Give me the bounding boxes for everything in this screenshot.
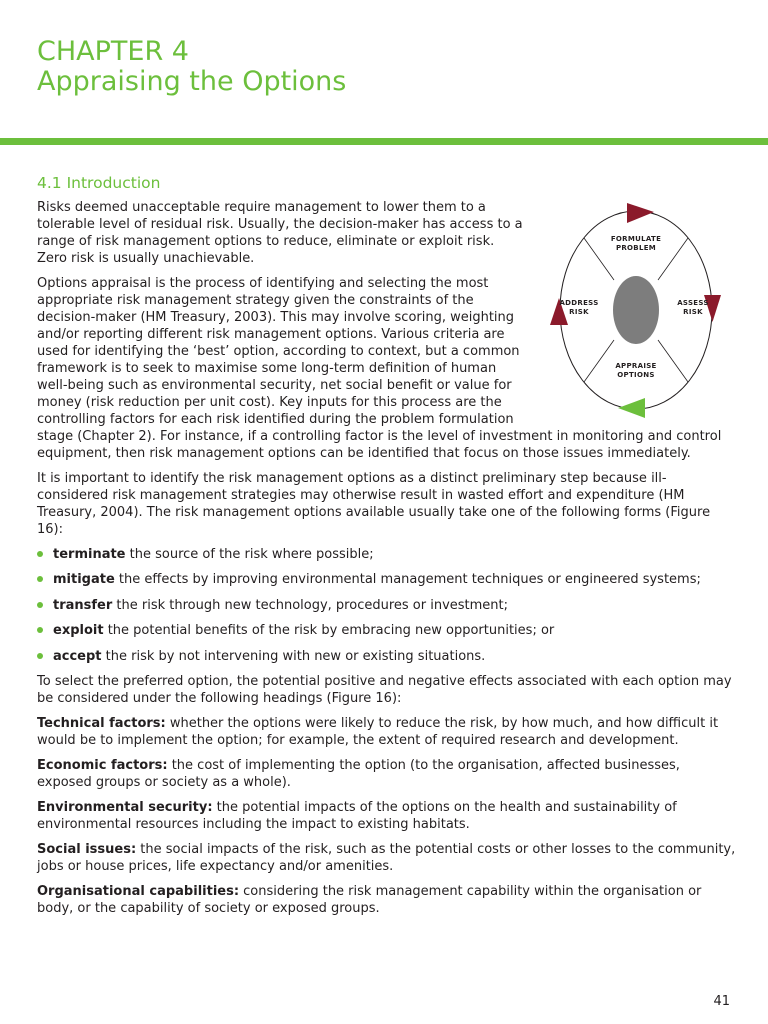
chapter-title: Appraising the Options — [37, 66, 347, 97]
body-text — [37, 199, 737, 925]
factor-term: Technical factors: — [37, 715, 166, 731]
paragraph-intro: Risks deemed unacceptable require management to lower them to a tolerable level of residual risk. Usually, the decision-maker has access to a range of risk management options to reduce, eliminate or exploit risk. Zero risk is usually unachievable. — [37, 200, 523, 266]
paragraph-select-option: To select the preferred option, the potential positive and negative effects associated with each option may be considered under the following headings (Figure 16): — [37, 673, 732, 706]
option-term: exploit — [53, 623, 104, 639]
factor-text: the social impacts of the risk, such as the potential costs or other losses to the community, jobs or house prices, life expectancy and/or amenities. — [37, 841, 736, 874]
bullet-icon — [37, 653, 43, 659]
bullet-icon — [37, 602, 43, 608]
risk-cycle-figure — [537, 199, 737, 419]
option-term: mitigate — [53, 572, 115, 588]
factor-text: considering the risk management capability within the organisation or body, or the capability of society or exposed groups. — [37, 883, 702, 916]
paragraph-identify-options: It is important to identify the risk management options as a distinct preliminary step because ill-considered risk management strategies may otherwise result in wasted effort and expenditure (HM Treasury, 2004). The risk management options available usually take one of the following forms (Figure 16): — [37, 471, 711, 537]
factor-term: Organisational capabilities: — [37, 883, 240, 899]
cycle-hub — [613, 276, 659, 344]
list-item — [37, 546, 737, 563]
section-heading: 4.1 Introduction — [37, 174, 161, 192]
list-item — [37, 597, 737, 614]
bullet-icon — [37, 627, 43, 633]
label-address-risk: ADDRESS RISK — [559, 299, 599, 316]
factor-social — [37, 841, 737, 875]
bullet-icon — [37, 576, 43, 582]
factor-text: whether the options were likely to reduce the risk, by how much, and how difficult it would be to implement the option; for example, the extent of required research and development. — [37, 715, 719, 748]
options-list — [37, 546, 737, 665]
option-text: the effects by improving environmental management techniques or engineered systems; — [114, 572, 701, 588]
label-formulate-problem: FORMULATE PROBLEM — [610, 235, 662, 252]
label-appraise-options: APPRAISE OPTIONS — [615, 362, 657, 379]
option-text: the potential benefits of the risk by embracing new opportunities; or — [103, 623, 555, 639]
factor-economic — [37, 757, 737, 791]
header-divider — [0, 138, 768, 145]
factor-environmental — [37, 799, 737, 833]
option-text: the risk through new technology, procedures or investment; — [112, 597, 509, 613]
list-item — [37, 648, 737, 665]
chapter-label: CHAPTER 4 — [37, 36, 189, 67]
factor-term: Social issues: — [37, 841, 137, 857]
option-term: terminate — [53, 547, 126, 562]
label-assess-risk: ASSESS RISK — [677, 299, 709, 316]
factor-term: Economic factors: — [37, 757, 168, 773]
factor-organisational — [37, 883, 737, 917]
list-item — [37, 622, 737, 639]
factor-text: the potential impacts of the options on the health and sustainability of environmental resources including the impact to existing habitats. — [37, 799, 677, 832]
option-text: the source of the risk where possible; — [125, 547, 374, 562]
option-term: transfer — [53, 597, 113, 613]
page-number: 41 — [713, 994, 730, 1009]
chapter-heading — [37, 37, 346, 97]
factor-term: Environmental security: — [37, 799, 213, 815]
option-text: the risk by not intervening with new or existing situations. — [101, 648, 486, 664]
list-item — [37, 571, 737, 588]
option-term: accept — [53, 648, 102, 664]
factor-technical — [37, 715, 737, 749]
bullet-icon — [37, 551, 43, 557]
factor-text: the cost of implementing the option (to the organisation, affected businesses, exposed groups or society as a whole). — [37, 757, 680, 790]
paragraph-options-appraisal: Options appraisal is the process of identifying and selecting the most appropriate risk management strategy given the constraints of the decision-maker (HM Treasury, 2003). This may involve scoring, weighting and/or reporting different risk management options. Various criteria are used for identifying the ‘best’ option, according to context, but a common framework is to seek to maximise some long-term definition of human well-being such as environmental security, net social benefit or value for money (risk reduction per unit cost). Key inputs for this process are the controlling factors for each risk identified during the problem formulation stage (Chapter 2). For instance, if a controlling factor is the level of investment in monitoring and control equipment, then risk management options can be identified that focus on those issues immediately. — [37, 276, 722, 461]
